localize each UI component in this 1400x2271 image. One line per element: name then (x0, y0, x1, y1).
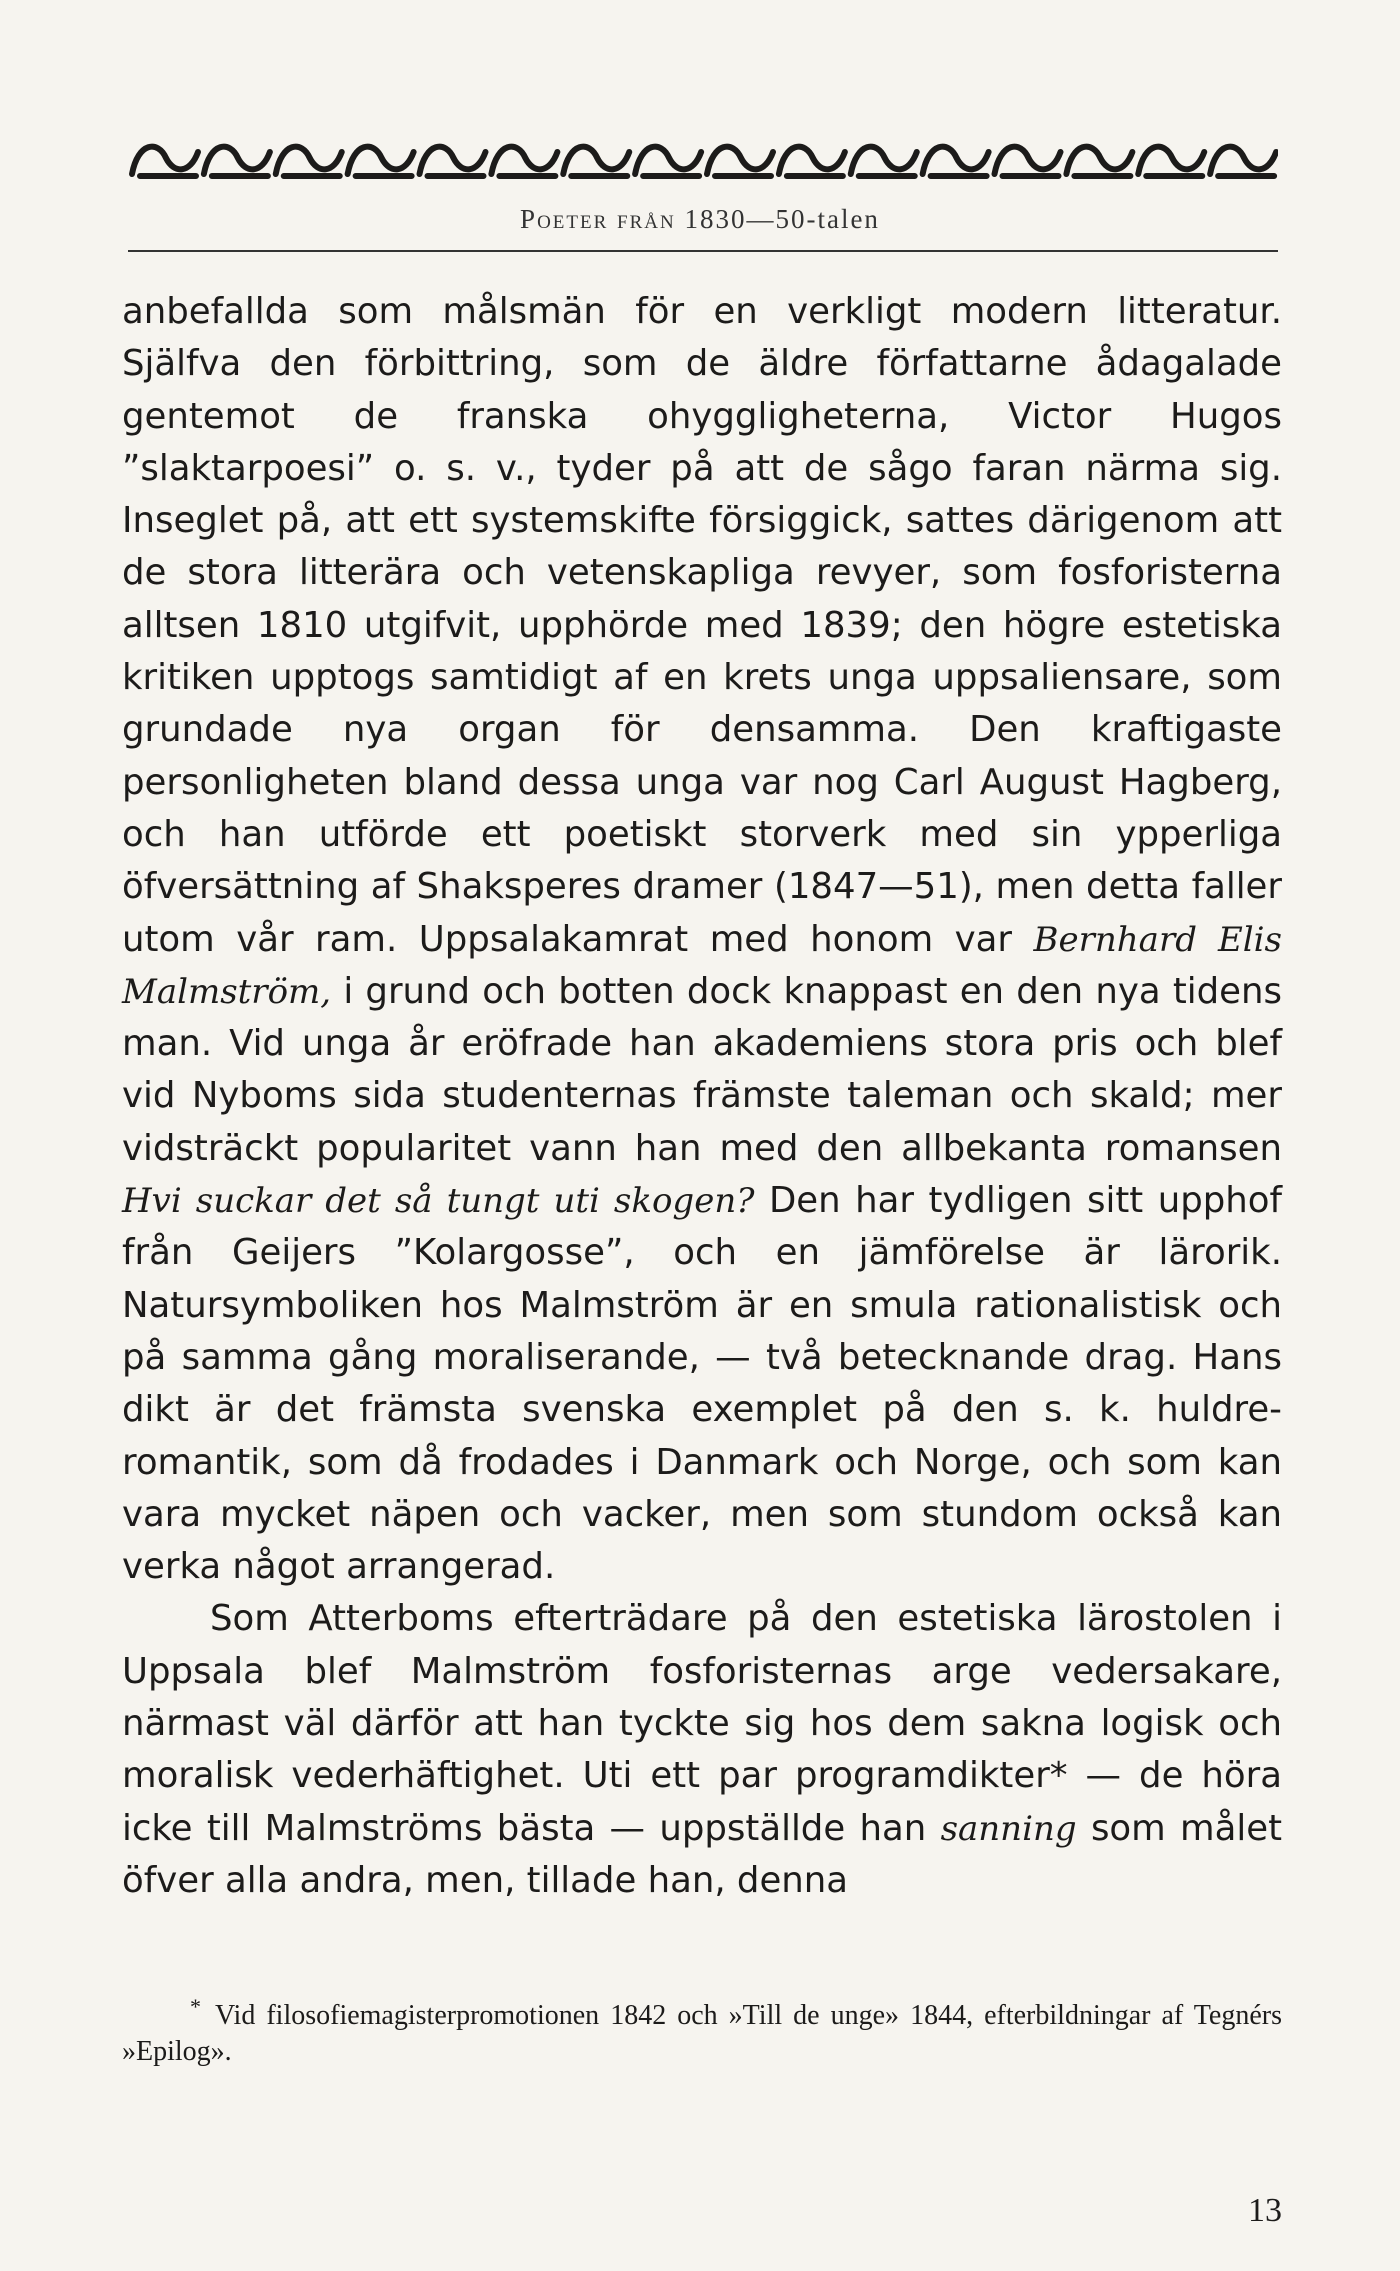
paragraph-2 (122, 1593, 1282, 1907)
ornament-scroll (204, 147, 270, 176)
ornament-scroll (779, 147, 845, 176)
footnote (122, 1993, 1282, 2070)
ornament-scroll (132, 147, 198, 176)
header-rule (128, 250, 1278, 252)
footnote-text: Vid filosofiemagisterpromotionen 1842 och »Till de unge» 1844, efterbildningar af Tegnérs »Epilog». (122, 2000, 1282, 2067)
ornament-scroll (420, 147, 486, 176)
ornament-scroll (923, 147, 989, 176)
paragraph-2-text-a: Som Atterboms efterträdare på den estetiska lärostolen i Uppsala blef Malmström fosforisternas arge vedersakare, närmast väl därför att han tyckte sig hos dem sakna logisk och moralisk vederhäftighet. Uti ett par programdikter* — de höra icke till Malmströms bästa — uppställde han (122, 1598, 1282, 1849)
ornament-scroll (491, 147, 557, 176)
footnote-marker: * (190, 1993, 201, 2019)
header-ornament (128, 130, 1278, 190)
person-name-italic: Bernhard Elis Malmström, (122, 919, 1283, 1012)
ornament-scroll (851, 147, 917, 176)
paragraph-1-text-b: i grund och botten dock knappast en den nya tidens man. Vid unga år eröfrade han akademiens stora pris och blef vid Nyboms sida studenternas främste taleman och skald; mer vidsträckt popularitet vann han med den allbekanta romansen (122, 970, 1283, 1169)
paragraph-1 (122, 286, 1282, 1593)
ornament-scroll (276, 147, 342, 176)
paragraph-1-text-c: Den har tydligen sitt upphof från Geijers ”Kolargosse”, och en jämförelse är lärorik. Natursymboliken hos Malmström är en smula rationalistisk och på samma gång moraliserande, — två betecknande drag. Hans dikt är det främsta svenska exemplet på den s. k. huldre-romantik, som då frodades i Danmark och Norge, och som kan vara mycket näpen och vacker, men som stundom också kan verka något arrangerad. (122, 1180, 1282, 1588)
ornament-scroll (1210, 147, 1276, 176)
ornament-scroll (563, 147, 629, 176)
romance-title-italic: Hvi suckar det så tungt uti skogen? (122, 1181, 755, 1222)
running-head-title: Poeter från (520, 204, 676, 234)
page-number: 13 (1248, 2192, 1282, 2229)
ornament-scroll (1138, 147, 1204, 176)
body-text (122, 286, 1282, 1907)
ornament-scroll (1066, 147, 1132, 176)
ornament-scroll (348, 147, 414, 176)
ornament-scroll (635, 147, 701, 176)
ornament-scroll (707, 147, 773, 176)
running-head-period: 1830—50-talen (684, 204, 880, 234)
paragraph-1-text-a: anbefallda som målsmän för en verkligt modern litteratur. Själfva den förbittring, som de äldre författarne ådagalade gentemot de franska ohyggligheterna, Victor Hugos ”slaktarpoesi” o. s. v., tyder på att de sågo faran närma sig. Inseglet på, att ett systemskifte försiggick, sattes därigenom att de stora litterära och vetenskapliga revyer, som fosforisterna alltsen 1810 utgifvit, upphörde med 1839; den högre estetiska kritiken upptogs samtidigt af en krets unga uppsaliensare, som grundade nya organ för densamma. Den kraftigaste personligheten bland dessa unga var nog Carl August Hagberg, och han utförde ett poetiskt storverk med sin ypperliga öfversättning af Shaksperes dramer (1847—51), men detta faller utom vår ram. Uppsalakamrat med honom var (122, 291, 1282, 960)
paragraph-2-text-b: som målet öfver alla andra, men, tillade han, denna (122, 1807, 1282, 1901)
ornament-scroll (995, 147, 1061, 176)
running-head (0, 204, 1400, 235)
emphasis-word-italic: sanning (940, 1808, 1077, 1849)
